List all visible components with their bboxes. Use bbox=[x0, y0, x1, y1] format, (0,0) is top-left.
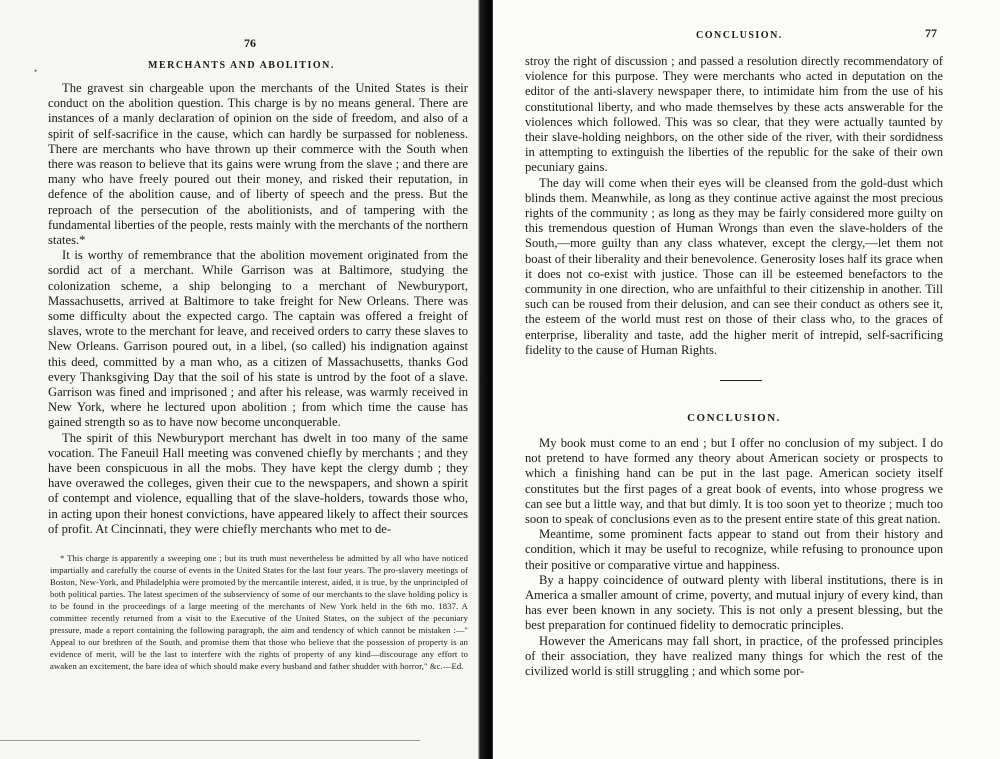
footnote-text: * This charge is apparently a sweeping one ; but its truth must nevertheless be admitted by all who have noticed impartially and carefully the course of events in the United States for the last four years. The pro-slavery meetings of Boston, New-York, and Philadelphia were promoted by the mercantile interest, aided, it is true, by the unprincipled of both political parties. The latest specimen of the subserviency of some of our merchants to the slave holding policy is to be found in the proceedings of a large meeting of the merchants of New York held in the 6th mo. 1837. A committee recently returned from a visit to the Executive of the United States, on the subject of the pecuniary pressure, made a report containing the following paragraph, the aim and tendency of which cannot be mistaken :—" Appeal to our brethren of the South, and promise them that those who believe that the possession of property is an evidence of merit, will be the last to interfere with the rights of property of any kind—discourage any effort to awaken an excitement, the bare idea of which should make every husband and father shudder with horror," &c.—Ed. bbox=[50, 553, 468, 672]
section-divider bbox=[720, 380, 762, 381]
left-paragraph: It is worthy of remembrance that the abolition movement originated from the sordid act of a merchant. While Garrison was at Baltimore, studying the colonization scheme, a ship belonging to a merchant of Newburyport, Massachusetts, arrived at Baltimore to take freight for New Orleans. There was some difficulty about the expected cargo. The captain was offered a freight of slaves, wrote to the merchant for leave, and received orders to carry these slaves to New Orleans. Garrison poured out, in a libel, (so called) his indignation against this deed, committed by a man who, as a citizen of Massachusetts, thanks God every Thanksgiving Day that the soil of his state is untrod by the foot of a slave. Garrison was fined and imprisoned ; and after his release, was warmly received in New York, where he lectured upon abolition ; from which time the cause has gained strength so as to have now become unconquerable. bbox=[48, 248, 468, 430]
conclusion-paragraph: Meantime, some prominent facts appear to stand out from their history and condition, which it may be useful to recognize, while refusing to pronounce upon their positive or comparative virtue and happiness. bbox=[525, 527, 943, 572]
conclusion-title: CONCLUSION. bbox=[687, 412, 781, 424]
margin-mark: • bbox=[34, 66, 38, 76]
book-gutter bbox=[478, 0, 493, 759]
left-paragraph: The spirit of this Newburyport merchant has dwelt in too many of the same vocation. The Faneuil Hall meeting was convened chiefly by merchants ; and they have been conspicuous in all the mobs. They have kept the clergy dumb ; they have overawed the colleges, given their cue to the newspapers, and shown a spirit of contempt and violence, equalling that of the slave-holders, towards those who, in acting upon their honest convictions, have appeared likely to affect their sources of profit. At Cincinnati, they were chiefly merchants who met to de- bbox=[48, 430, 468, 536]
right-paragraph: The day will come when their eyes will be cleansed from the gold-dust which blinds them. Meanwhile, as long as they continue active against the most precious rights of the community ; as long as they may be fairly considered more guilty on this tremendous question of Human Wrongs than even the slave-holders of the South,—more guilty than any class whatever, except the clergy,—let them not boast of their liberality and their benevolence. Generosity loses half its grace when it does not co-exist with justice. Those can ill be esteemed benefactors to the community in one direction, who are unfaithful to their citizenship in another. Till such can be roused from their delusion, and can see their conduct as others see it, the esteem of the world must rest on those of their class who, to the graces of enterprise, liberality and taste, add the higher merit of intrepid, self-sacrificing fidelity to the cause of Human Rights. bbox=[525, 175, 943, 357]
right-running-head: CONCLUSION. bbox=[696, 30, 783, 41]
left-page-number: 76 bbox=[244, 36, 256, 50]
conclusion-text bbox=[525, 436, 943, 679]
right-body-text bbox=[525, 54, 943, 358]
left-running-head: MERCHANTS AND ABOLITION. bbox=[148, 60, 335, 71]
right-page bbox=[493, 0, 1000, 759]
conclusion-paragraph: By a happy coincidence of outward plenty with liberal institutions, there is in America a smaller amount of crime, poverty, and mutual injury of every kind, than has ever been known in any society. This is not only a present blessing, but the best preparation for continued fidelity to democratic principles. bbox=[525, 572, 943, 633]
right-paragraph: stroy the right of discussion ; and passed a resolution directly recommendatory of violence for this purpose. They were merchants who acted in deputation on the editor of the anti-slavery newspaper there, to intimidate him from the use of his constitutional liberty, and who made themselves by these acts answerable for the violences which followed. This was so clear, that they were actually taunted by their slave-holding neighbors, on the other side of the river, with their sordidness in attempting to extinguish the liberties of the republic for the sake of their own pecuniary gains. bbox=[525, 54, 943, 175]
conclusion-paragraph: However the Americans may fall short, in practice, of the professed principles of their association, they have realized many things for which the rest of the civilized world is still struggling ; and which some por- bbox=[525, 633, 943, 679]
left-body-text bbox=[48, 81, 468, 537]
left-paragraph: The gravest sin chargeable upon the merchants of the United States is their conduct on the abolition question. This charge is by no means general. There are instances of a manly declaration of opinion on the side of freedom, and also of a spirit of self-sacrifice in the cause, which can hardly be surpassed for nobleness. There are merchants who have thrown up their commerce with the South when there was reason to believe that its gains were wrung from the slave ; and there are many who have freely poured out their money, and risked their reputation, in defence of the abolition cause, and of liberty of speech and the press. But the reproach of the persecution of the abolitionists, and of tampering with the fundamental liberties of the people, rests mainly with the merchants of the northern states.* bbox=[48, 81, 469, 248]
left-page bbox=[0, 0, 478, 759]
scan-artifact-line bbox=[0, 740, 420, 741]
left-footnote bbox=[50, 552, 468, 672]
conclusion-paragraph: My book must come to an end ; but I offer no conclusion of my subject. I do not pretend to have formed any theory about American society or prospects to which a finishing hand can be put in the last page. American society itself constitutes but the first pages of a great book of events, into whose progress we can see but a little way, and that but dimly. It is too soon yet to theorize ; much too soon to speak of conclusions even as to the present entire state of this great nation. bbox=[525, 436, 943, 527]
right-page-number: 77 bbox=[925, 26, 937, 40]
